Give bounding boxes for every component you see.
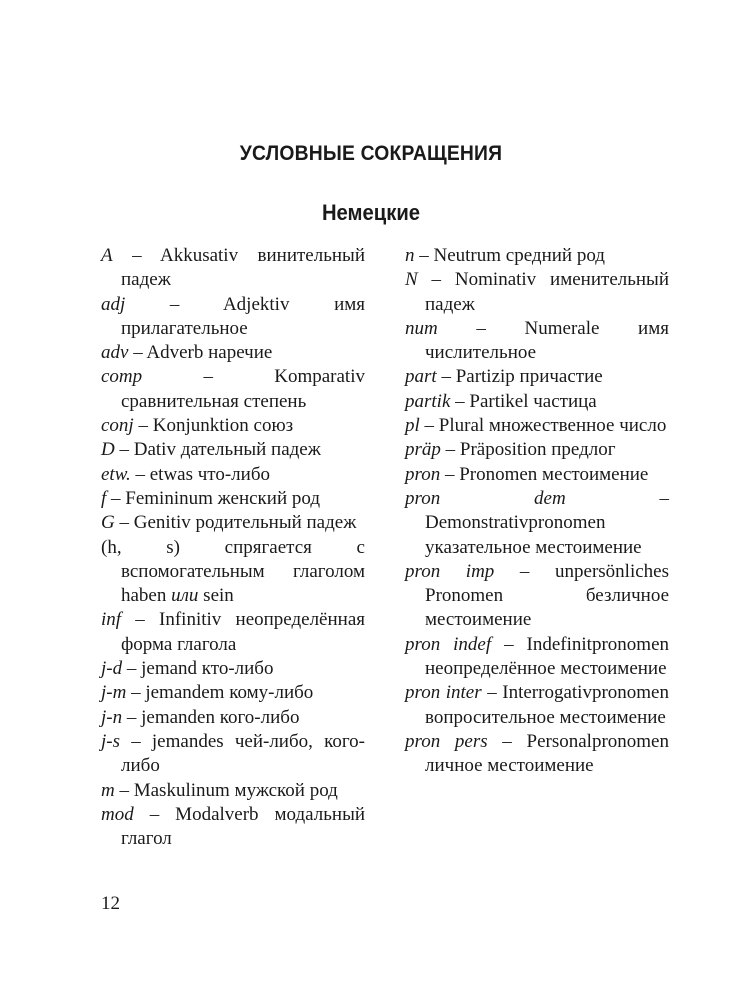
abbreviation-term: comp [101,366,143,388]
abbreviation-definition: – Neutrum средний род [414,245,605,266]
abbreviation-term: pron pers [405,730,488,752]
abbreviation-term: conj [101,415,134,437]
abbreviation-entry [101,706,365,730]
abbreviation-entry [405,268,669,317]
abbreviation-definition: – Adjektiv имя прилагательное [121,293,365,339]
abbreviation-entry [101,803,365,852]
abbreviation-definition: – Demonstrativpronomen указательное местоимение [425,487,669,558]
abbreviation-definition: – jemandem кому-либо [126,682,314,704]
abbreviation-term: part [405,366,437,388]
abbreviation-entry [101,536,365,609]
abbreviation-entry [101,730,365,779]
abbreviation-term: D [101,439,115,461]
abbreviation-term: j-d [101,658,123,680]
abbreviation-column-right [405,244,669,779]
abbreviation-entry [405,560,669,633]
abbreviation-definition: – Modalverb модальный глагол [121,803,365,850]
abbreviation-entry [405,633,669,682]
section-title: Немецкие [321,200,421,225]
abbreviation-definition: – Komparativ сравнительная степень [121,366,365,412]
abbreviation-term: inf [101,609,122,631]
abbreviation-entry [405,438,669,462]
abbreviation-definition: – Pronomen местоимение [440,463,649,485]
abbreviation-definition: – Adverb наречие [128,342,273,364]
abbreviation-definition: – unpersönliches Pronomen безличное местоимение [425,560,669,631]
abbreviation-term: präp [405,439,441,461]
abbreviation-entry [405,317,669,366]
abbreviation-entry [101,365,365,414]
definition-italic-word: или [171,585,199,607]
abbreviation-term: partik [405,390,451,412]
abbreviation-entry [405,244,669,268]
abbreviation-entry [101,414,365,438]
definition-tail: sein [198,585,234,607]
abbreviation-entry [101,511,365,535]
abbreviation-entry [405,390,669,414]
abbreviation-term: f [101,487,107,509]
page-number: 12 [101,893,120,914]
abbreviation-term: pron imp [405,560,495,582]
abbreviation-term: j-m [101,682,127,704]
abbreviation-entry [101,244,365,293]
abbreviation-term: n [405,245,415,266]
abbreviation-entry [101,779,365,803]
abbreviation-definition: – Personalpronomen личное местоимение [425,730,669,777]
abbreviation-term: pron inter [405,682,482,704]
abbreviation-definition: – Akkusativ винительный падеж [112,245,365,291]
abbreviation-definition: – Interrogativpronomen вопросительное местоимение [425,682,669,728]
abbreviation-term: m [101,779,115,801]
abbreviation-definition: – etwas что-либо [130,463,270,485]
abbreviation-entry [101,463,365,487]
abbreviation-entry [101,657,365,681]
abbreviation-entry [405,730,669,779]
abbreviation-entry [405,681,669,730]
abbreviation-definition: – Numerale имя числительное [425,317,669,364]
abbreviation-definition: – Plural множественное число [419,415,667,437]
abbreviation-term: G [101,512,115,534]
abbreviation-entry [405,487,669,560]
abbreviation-definition: – jemanden кого-либо [122,706,300,728]
abbreviation-entry [101,438,365,462]
abbreviation-definition: – Femininum женский род [106,487,320,509]
abbreviation-entry [101,341,365,365]
abbreviation-entry [405,463,669,487]
abbreviation-term: N [405,269,418,291]
abbreviation-column-left [101,244,365,851]
abbreviation-definition: – Indefinitpronomen неопределённое местоимение [425,633,669,680]
abbreviation-term: j-n [101,706,123,728]
abbreviation-term: pl [405,415,420,437]
abbreviation-definition: (h, s) спрягается с вспомогательным глаголом haben [101,536,365,607]
abbreviation-term: num [405,317,438,339]
abbreviation-entry [101,608,365,657]
abbreviation-definition: – jemandes чей-либо, кого-либо [120,730,365,777]
abbreviation-term: mod [101,803,134,825]
abbreviation-definition: – Partikel частица [450,390,597,412]
abbreviation-definition: – Maskulinum мужской род [114,779,338,801]
abbreviation-definition: – jemand кто-либо [122,658,274,680]
abbreviation-entry [101,293,365,342]
abbreviation-term: adv [101,342,129,364]
abbreviation-term: etw. [101,463,131,485]
abbreviation-term: pron [405,463,441,485]
abbreviation-entry [405,414,669,438]
abbreviation-term: j-s [101,730,120,752]
abbreviation-entry [405,365,669,389]
abbreviation-definition: – Konjunktion союз [133,415,294,437]
abbreviation-definition: – Dativ дательный падеж [114,439,321,461]
abbreviation-term: A [101,245,113,266]
abbreviation-term: adj [101,293,126,315]
abbreviation-definition: – Infinitiv неопределённая форма глагола [121,609,365,655]
abbreviation-entry [101,681,365,705]
abbreviation-definition: – Partizip причастие [436,366,603,388]
abbreviation-definition: – Genitiv родительный падеж [114,512,357,534]
page-title: УСЛОВНЫЕ СОКРАЩЕНИЯ [239,142,503,165]
abbreviation-entry [101,487,365,511]
abbreviation-term: pron dem [405,487,566,509]
abbreviation-definition: – Nominativ именительный падеж [417,269,669,315]
abbreviation-definition: – Präposition предлог [440,439,616,461]
abbreviation-term: pron indef [405,633,492,655]
